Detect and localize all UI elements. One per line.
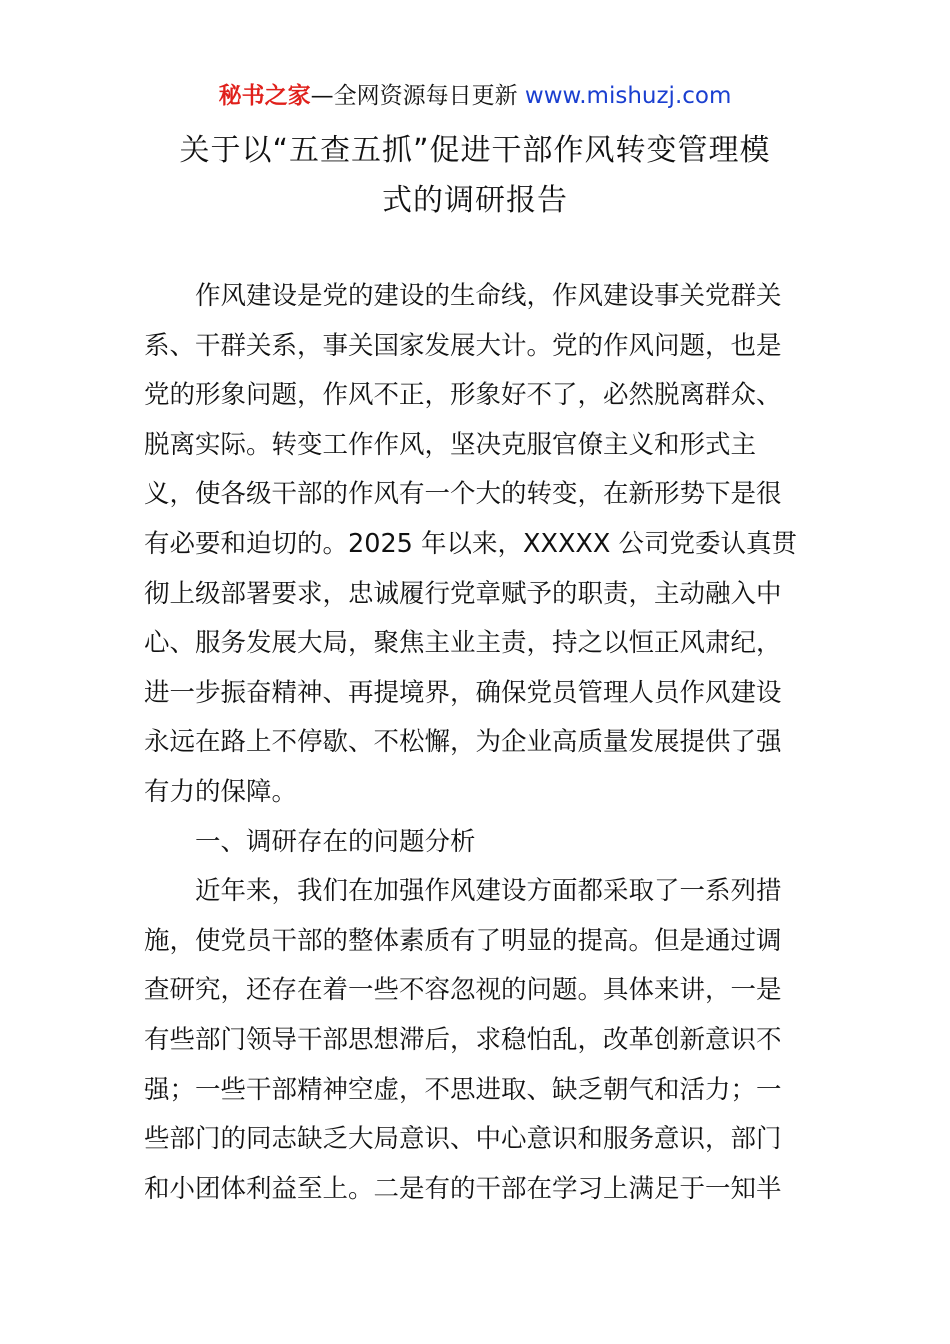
paragraph-line: 彻上级部署要求，忠诚履行党章赋予的职责，主动融入中	[144, 578, 782, 609]
paragraph-line: 永远在路上不停歇、不松懈，为企业高质量发展提供了强	[144, 727, 782, 758]
section-heading: 一、调研存在的问题分析	[195, 826, 476, 857]
paragraph-line: 近年来，我们在加强作风建设方面都采取了一系列措	[195, 876, 782, 907]
paragraph-line: 脱离实际。转变工作作风，坚决克服官僚主义和形式主	[144, 429, 757, 460]
paragraph-line: 查研究，还存在着一些不容忽视的问题。具体来讲，一是	[144, 975, 782, 1006]
paragraph-line: 和小团体利益至上。二是有的干部在学习上满足于一知半	[144, 1173, 782, 1204]
paragraph-line: 有力的保障。	[144, 776, 298, 807]
site-header	[0, 80, 950, 112]
paragraph-line: 强；一些干部精神空虚，不思进取、缺乏朝气和活力；一	[144, 1074, 782, 1105]
document-body	[144, 272, 809, 1214]
paragraph-line: 义，使各级干部的作风有一个大的转变，在新形势下是很	[144, 479, 782, 510]
paragraph-problems	[144, 867, 809, 1214]
paragraph-line: 心、服务发展大局，聚焦主业主责，持之以恒正风肃纪，	[144, 628, 782, 659]
paragraph-line: 施，使党员干部的整体素质有了明显的提高。但是通过调	[144, 925, 782, 956]
document-title	[120, 126, 830, 226]
paragraph-intro	[144, 272, 809, 818]
site-url-link[interactable]: www.mishuzj.com	[524, 83, 732, 109]
site-brand: 秘书之家	[218, 83, 311, 109]
paragraph-line: 有些部门领导干部思想滞后，求稳怕乱，改革创新意识不	[144, 1024, 782, 1055]
paragraph-line: 系、干群关系，事关国家发展大计。党的作风问题，也是	[144, 330, 782, 361]
paragraph-line: 作风建设是党的建设的生命线，作风建设事关党群关	[195, 281, 782, 311]
paragraph-line: 党的形象问题，作风不正，形象好不了，必然脱离群众、	[144, 380, 782, 411]
paragraph-line: 些部门的同志缺乏大局意识、中心意识和服务意识，部门	[144, 1124, 782, 1155]
title-line-1: 关于以“五查五抓”促进干部作风转变管理模	[179, 133, 771, 168]
site-slogan: —全网资源每日更新	[310, 83, 518, 109]
title-line-2: 式的调研报告	[382, 183, 568, 218]
paragraph-line: 有必要和迫切的。2025 年以来，XXXXX 公司党委认真贯	[144, 528, 797, 559]
paragraph-line: 进一步振奋精神、再提境界，确保党员管理人员作风建设	[144, 677, 782, 708]
